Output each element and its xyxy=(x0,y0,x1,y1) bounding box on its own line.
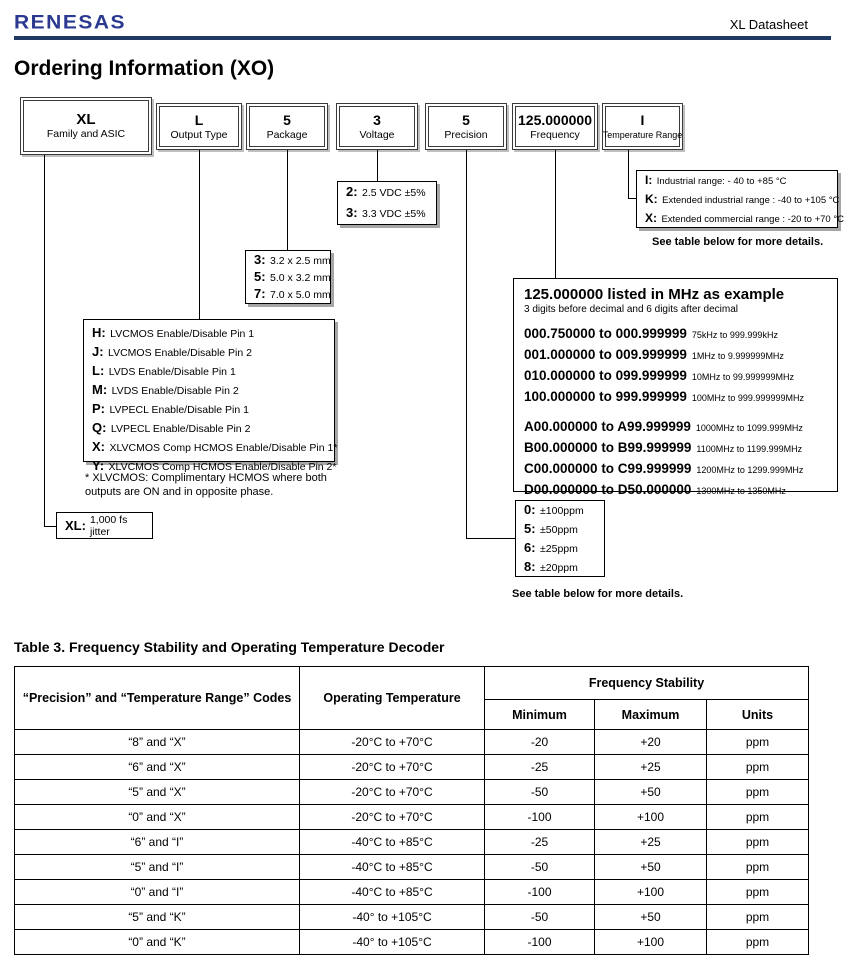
cell-maximum: +100 xyxy=(595,930,707,955)
output-type-code: P: xyxy=(92,401,105,416)
temperature-code: K: xyxy=(645,191,658,206)
frequency-range-row xyxy=(524,387,827,408)
table-row xyxy=(15,780,809,805)
temperature-code: X: xyxy=(645,210,657,225)
temperature-see-note: See table below for more details. xyxy=(652,236,824,248)
connector-line xyxy=(377,150,378,181)
package-text: 7.0 x 5.0 mm xyxy=(270,288,331,301)
connector-line xyxy=(199,150,200,319)
ordering-code-label: Family and ASIC xyxy=(46,128,126,140)
table-row xyxy=(15,930,809,955)
ordering-code-box-inner xyxy=(249,106,325,147)
frequency-title: 125.000000 listed in MHz as example xyxy=(524,286,785,303)
precision-item xyxy=(524,558,596,577)
xlvcmos-footnote xyxy=(85,471,327,499)
connector-line xyxy=(466,150,467,538)
cell-operating-temperature: -40° to +105°C xyxy=(300,905,485,930)
temperature-text: Extended industrial range : -40 to +105 °C xyxy=(662,194,840,206)
table-row xyxy=(15,830,809,855)
col-header-maximum: Maximum xyxy=(595,700,707,730)
col-header-minimum: Minimum xyxy=(485,700,595,730)
package-code: 7: xyxy=(254,285,266,301)
frequency-range-row xyxy=(524,438,827,459)
cell-maximum: +25 xyxy=(595,830,707,855)
ordering-code-box xyxy=(336,103,418,150)
frequency-range-row xyxy=(524,417,827,438)
output-type-item xyxy=(92,438,338,457)
output-type-text: LVCMOS Enable/Disable Pin 2 xyxy=(108,347,252,359)
precision-text: ±50ppm xyxy=(540,523,578,536)
frequency-range: 000.750000 to 000.999999 xyxy=(524,326,687,341)
connector-line xyxy=(466,538,515,539)
precision-item xyxy=(524,501,596,520)
ordering-code-box-inner xyxy=(159,106,239,147)
cell-minimum: -25 xyxy=(485,755,595,780)
voltage-code: 3: xyxy=(346,205,358,220)
frequency-range-row xyxy=(524,459,827,480)
ordering-code-box-inner xyxy=(428,106,504,147)
voltage-code: 2: xyxy=(346,184,358,199)
cell-maximum: +50 xyxy=(595,905,707,930)
ordering-code-value: 5 xyxy=(462,111,470,128)
cell-codes: “5” and “I” xyxy=(15,855,300,880)
xlvcmos-footnote-line2: outputs are ON and in opposite phase. xyxy=(85,486,274,498)
connector-line xyxy=(287,150,288,250)
xlvcmos-footnote-line1: * XLVCMOS: Complimentary HCMOS where both xyxy=(85,472,327,484)
doc-title: XL Datasheet xyxy=(729,17,808,32)
output-type-code: H: xyxy=(92,325,106,340)
temperature-range-item xyxy=(645,171,829,190)
output-type-item xyxy=(92,419,326,438)
cell-maximum: +50 xyxy=(595,855,707,880)
col-header-units: Units xyxy=(707,700,809,730)
page-title: Ordering Information (XO) xyxy=(14,57,275,80)
frequency-range-label: 1300MHz to 1350MHz xyxy=(696,486,786,496)
cell-units: ppm xyxy=(707,930,809,955)
cell-maximum: +100 xyxy=(595,880,707,905)
cell-operating-temperature: -40°C to +85°C xyxy=(300,830,485,855)
frequency-group2 xyxy=(524,417,827,501)
ordering-code-box-inner xyxy=(515,106,595,147)
frequency-range-label: 75kHz to 999.999kHz xyxy=(691,330,778,340)
output-type-item xyxy=(92,362,326,381)
precision-item xyxy=(524,520,596,539)
table-row xyxy=(15,880,809,905)
precision-text: ±100ppm xyxy=(540,504,584,517)
ordering-code-box xyxy=(512,103,598,150)
col-header-codes: “Precision” and “Temperature Range” Codes xyxy=(15,667,300,730)
cell-operating-temperature: -40°C to +85°C xyxy=(300,880,485,905)
output-type-item xyxy=(92,381,326,400)
jitter-box xyxy=(56,512,153,539)
ordering-code-box xyxy=(425,103,507,150)
table-row xyxy=(15,905,809,930)
ordering-code-box xyxy=(156,103,242,150)
cell-minimum: -100 xyxy=(485,805,595,830)
ordering-code-box xyxy=(246,103,328,150)
table-row xyxy=(15,755,809,780)
table-row xyxy=(15,805,809,830)
output-type-code: X: xyxy=(92,439,105,454)
cell-operating-temperature: -20°C to +70°C xyxy=(300,805,485,830)
col-header-operating-temperature: Operating Temperature xyxy=(300,667,485,730)
ordering-code-value: L xyxy=(194,111,204,128)
package-item xyxy=(254,268,331,286)
cell-minimum: -50 xyxy=(485,855,595,880)
cell-units: ppm xyxy=(707,855,809,880)
ordering-code-label: Output Type xyxy=(170,128,228,141)
output-type-code: Y: xyxy=(92,458,105,473)
precision-box xyxy=(515,500,605,577)
cell-units: ppm xyxy=(707,905,809,930)
frequency-range-row xyxy=(524,480,827,501)
output-type-box xyxy=(83,319,338,473)
cell-units: ppm xyxy=(707,830,809,855)
voltage-item xyxy=(346,203,428,224)
output-type-item xyxy=(92,324,326,343)
cell-codes: “0” and “I” xyxy=(15,880,300,905)
frequency-range-label: 1MHz to 9.999999MHz xyxy=(691,351,784,361)
cell-operating-temperature: -40°C to +85°C xyxy=(300,855,485,880)
frequency-range: A00.000000 to A99.999999 xyxy=(524,419,691,434)
connector-line xyxy=(628,198,636,199)
cell-operating-temperature: -20°C to +70°C xyxy=(300,780,485,805)
ordering-code-label: Package xyxy=(266,128,308,141)
frequency-range-label: 1100MHz to 1199.999MHz xyxy=(696,444,803,454)
package-text: 5.0 x 3.2 mm xyxy=(270,271,331,284)
cell-units: ppm xyxy=(707,880,809,905)
cell-codes: “6” and “X” xyxy=(15,755,300,780)
frequency-range: C00.000000 to C99.999999 xyxy=(524,461,692,476)
cell-codes: “0” and “X” xyxy=(15,805,300,830)
table-row xyxy=(15,730,809,755)
frequency-stability-table xyxy=(14,666,809,955)
ordering-code-box-inner xyxy=(23,100,149,152)
cell-units: ppm xyxy=(707,730,809,755)
voltage-item xyxy=(346,182,428,203)
cell-maximum: +25 xyxy=(595,755,707,780)
cell-minimum: -25 xyxy=(485,830,595,855)
cell-operating-temperature: -20°C to +70°C xyxy=(300,755,485,780)
temperature-text: Industrial range: - 40 to +85 °C xyxy=(656,175,787,187)
cell-codes: “5” and “K” xyxy=(15,905,300,930)
table-title: Table 3. Frequency Stability and Operating Temperature Decoder xyxy=(14,639,445,655)
package-box xyxy=(245,250,331,304)
ordering-code-box-inner xyxy=(602,106,683,147)
frequency-range: B00.000000 to B99.999999 xyxy=(524,440,692,455)
cell-codes: “5” and “X” xyxy=(15,780,300,805)
output-type-item xyxy=(92,400,326,419)
precision-code: 0: xyxy=(524,501,536,517)
temperature-range-item xyxy=(645,209,844,228)
temperature-range-box xyxy=(636,170,844,228)
ordering-code-value: I xyxy=(640,111,645,128)
cell-codes: “0” and “K” xyxy=(15,930,300,955)
voltage-text: 2.5 VDC ±5% xyxy=(362,187,426,199)
precision-text: ±20ppm xyxy=(540,561,578,574)
cell-maximum: +20 xyxy=(595,730,707,755)
cell-minimum: -100 xyxy=(485,930,595,955)
connector-line xyxy=(44,526,56,527)
cell-minimum: -50 xyxy=(485,905,595,930)
ordering-code-box xyxy=(20,97,152,155)
precision-code: 6: xyxy=(524,539,536,555)
cell-units: ppm xyxy=(707,805,809,830)
ordering-code-label: Precision xyxy=(444,128,488,141)
cell-minimum: -100 xyxy=(485,880,595,905)
ordering-code-label: Voltage xyxy=(359,128,395,141)
precision-code: 8: xyxy=(524,558,536,574)
output-type-item xyxy=(92,343,326,362)
temperature-range-item xyxy=(645,190,840,209)
frequency-range-row xyxy=(524,366,827,387)
jitter-text: 1,000 fs jitter xyxy=(89,513,128,538)
package-code: 3: xyxy=(254,251,266,267)
col-header-frequency-stability: Frequency Stability xyxy=(485,667,809,700)
output-type-code: M: xyxy=(92,382,108,397)
precision-code: 5: xyxy=(524,520,536,536)
output-type-code: J: xyxy=(92,344,104,359)
renesas-logo: RENESAS xyxy=(14,11,127,34)
output-type-code: Q: xyxy=(92,420,107,435)
ordering-code-box-inner xyxy=(339,106,415,147)
connector-line xyxy=(44,155,45,526)
precision-see-note: See table below for more details. xyxy=(512,588,684,600)
frequency-range: D00.000000 to D50.000000 xyxy=(524,482,692,497)
ordering-code-value: 3 xyxy=(373,111,381,128)
frequency-range: 001.000000 to 009.999999 xyxy=(524,347,687,362)
voltage-text: 3.3 VDC ±5% xyxy=(362,208,426,220)
output-type-text: LVDS Enable/Disable Pin 2 xyxy=(111,385,239,397)
connector-line xyxy=(555,150,556,278)
frequency-range-label: 1200MHz to 1299.999MHz xyxy=(696,465,804,475)
voltage-box xyxy=(337,181,437,225)
output-type-text: LVPECL Enable/Disable Pin 2 xyxy=(110,423,251,435)
output-type-code: L: xyxy=(92,363,105,378)
output-type-text: LVDS Enable/Disable Pin 1 xyxy=(108,366,236,378)
ordering-code-label: Temperature Range xyxy=(602,129,683,140)
frequency-range-row xyxy=(524,324,827,345)
ordering-code-label: Frequency xyxy=(530,128,580,141)
frequency-range: 100.000000 to 999.999999 xyxy=(524,389,687,404)
ordering-code-value: 5 xyxy=(283,111,291,128)
cell-maximum: +50 xyxy=(595,780,707,805)
package-code: 5: xyxy=(254,268,266,284)
frequency-range: 010.000000 to 099.999999 xyxy=(524,368,687,383)
table-row xyxy=(15,855,809,880)
cell-operating-temperature: -40° to +105°C xyxy=(300,930,485,955)
cell-maximum: +100 xyxy=(595,805,707,830)
precision-text: ±25ppm xyxy=(540,542,578,555)
output-type-text: LVPECL Enable/Disable Pin 1 xyxy=(109,404,249,416)
ordering-code-box xyxy=(602,103,683,150)
cell-minimum: -50 xyxy=(485,780,595,805)
package-item xyxy=(254,251,331,269)
output-type-text: XLVCMOS Comp HCMOS Enable/Disable Pin 2* xyxy=(108,461,337,473)
cell-minimum: -20 xyxy=(485,730,595,755)
cell-units: ppm xyxy=(707,780,809,805)
frequency-range-label: 100MHz to 999.999999MHz xyxy=(691,393,804,403)
table-body xyxy=(15,730,809,955)
output-type-text: LVCMOS Enable/Disable Pin 1 xyxy=(110,328,255,340)
package-text: 3.2 x 2.5 mm xyxy=(270,254,331,267)
frequency-group-gap xyxy=(524,408,827,417)
cell-operating-temperature: -20°C to +70°C xyxy=(300,730,485,755)
frequency-range-row xyxy=(524,345,827,366)
output-type-text: XLVCMOS Comp HCMOS Enable/Disable Pin 1* xyxy=(109,442,338,454)
cell-units: ppm xyxy=(707,755,809,780)
connector-line xyxy=(628,150,629,198)
frequency-range-label: 10MHz to 99.999999MHz xyxy=(691,372,794,382)
package-item xyxy=(254,285,331,303)
ordering-code-value: XL xyxy=(76,111,96,128)
jitter-code: XL: xyxy=(65,518,86,533)
precision-item xyxy=(524,539,596,558)
ordering-code-value: 125.000000 xyxy=(518,111,592,128)
frequency-subtitle: 3 digits before decimal and 6 digits after decimal xyxy=(524,304,739,315)
temperature-code: I: xyxy=(645,172,653,187)
frequency-range-label: 1000MHz to 1099.999MHz xyxy=(695,423,803,433)
header-rule xyxy=(14,36,831,40)
frequency-box xyxy=(513,278,838,497)
frequency-group1 xyxy=(524,324,827,408)
temperature-text: Extended commercial range : -20 to +70 °C xyxy=(661,213,844,225)
cell-codes: “8” and “X” xyxy=(15,730,300,755)
cell-codes: “6” and “I” xyxy=(15,830,300,855)
